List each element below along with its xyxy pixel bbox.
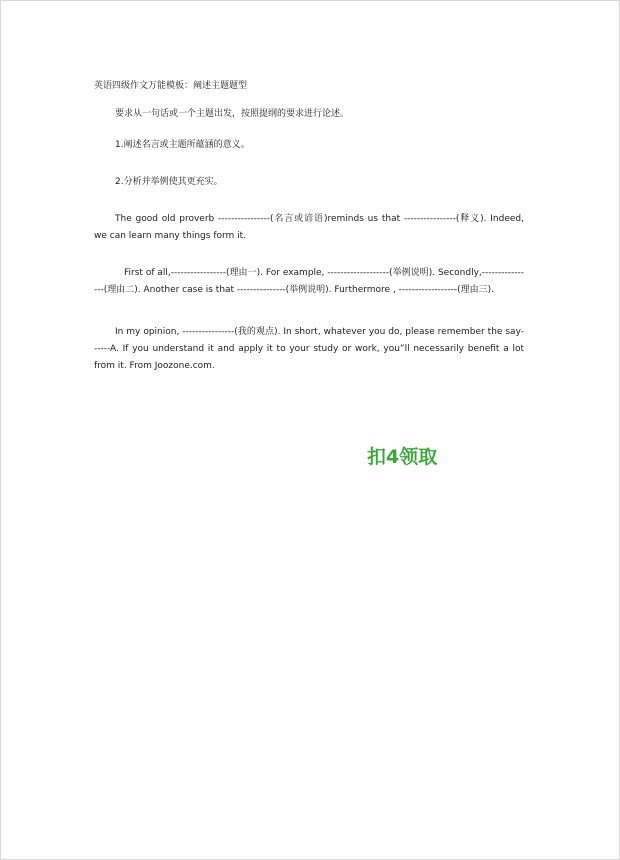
document-title: 英语四级作文万能模板：阐述主题题型 bbox=[94, 81, 248, 91]
template-paragraph-3: In my opinion, ----------------(我的观点). In short, whatever you do, please remember the say------A. If you understand it and apply it to your study or work, you”ll necessarily benefit a lot from it. From Joozone.com. bbox=[94, 327, 524, 371]
template-paragraph-2: First of all,-----------------(理由一). For example, -------------------(举例说明). Secondly,----------------(理由二). Another case is that ---------------(举例说明). Furthermore , ------------------(理由三). bbox=[94, 268, 524, 295]
promo-text: 扣4领取 bbox=[367, 446, 438, 468]
outline-item-2: 2.分析并举例使其更充实。 bbox=[115, 177, 223, 187]
outline-item-1: 1.阐述名言或主题所蕴涵的意义。 bbox=[115, 140, 250, 150]
intro-paragraph: 要求从一句话或一个主题出发，按照提纲的要求进行论述。 bbox=[115, 109, 350, 119]
document-body bbox=[94, 78, 524, 375]
template-paragraph-1: The good old proverb ----------------(名言或谚语)reminds us that ----------------(释义). Indeed, we can learn many things form it. bbox=[94, 214, 524, 241]
